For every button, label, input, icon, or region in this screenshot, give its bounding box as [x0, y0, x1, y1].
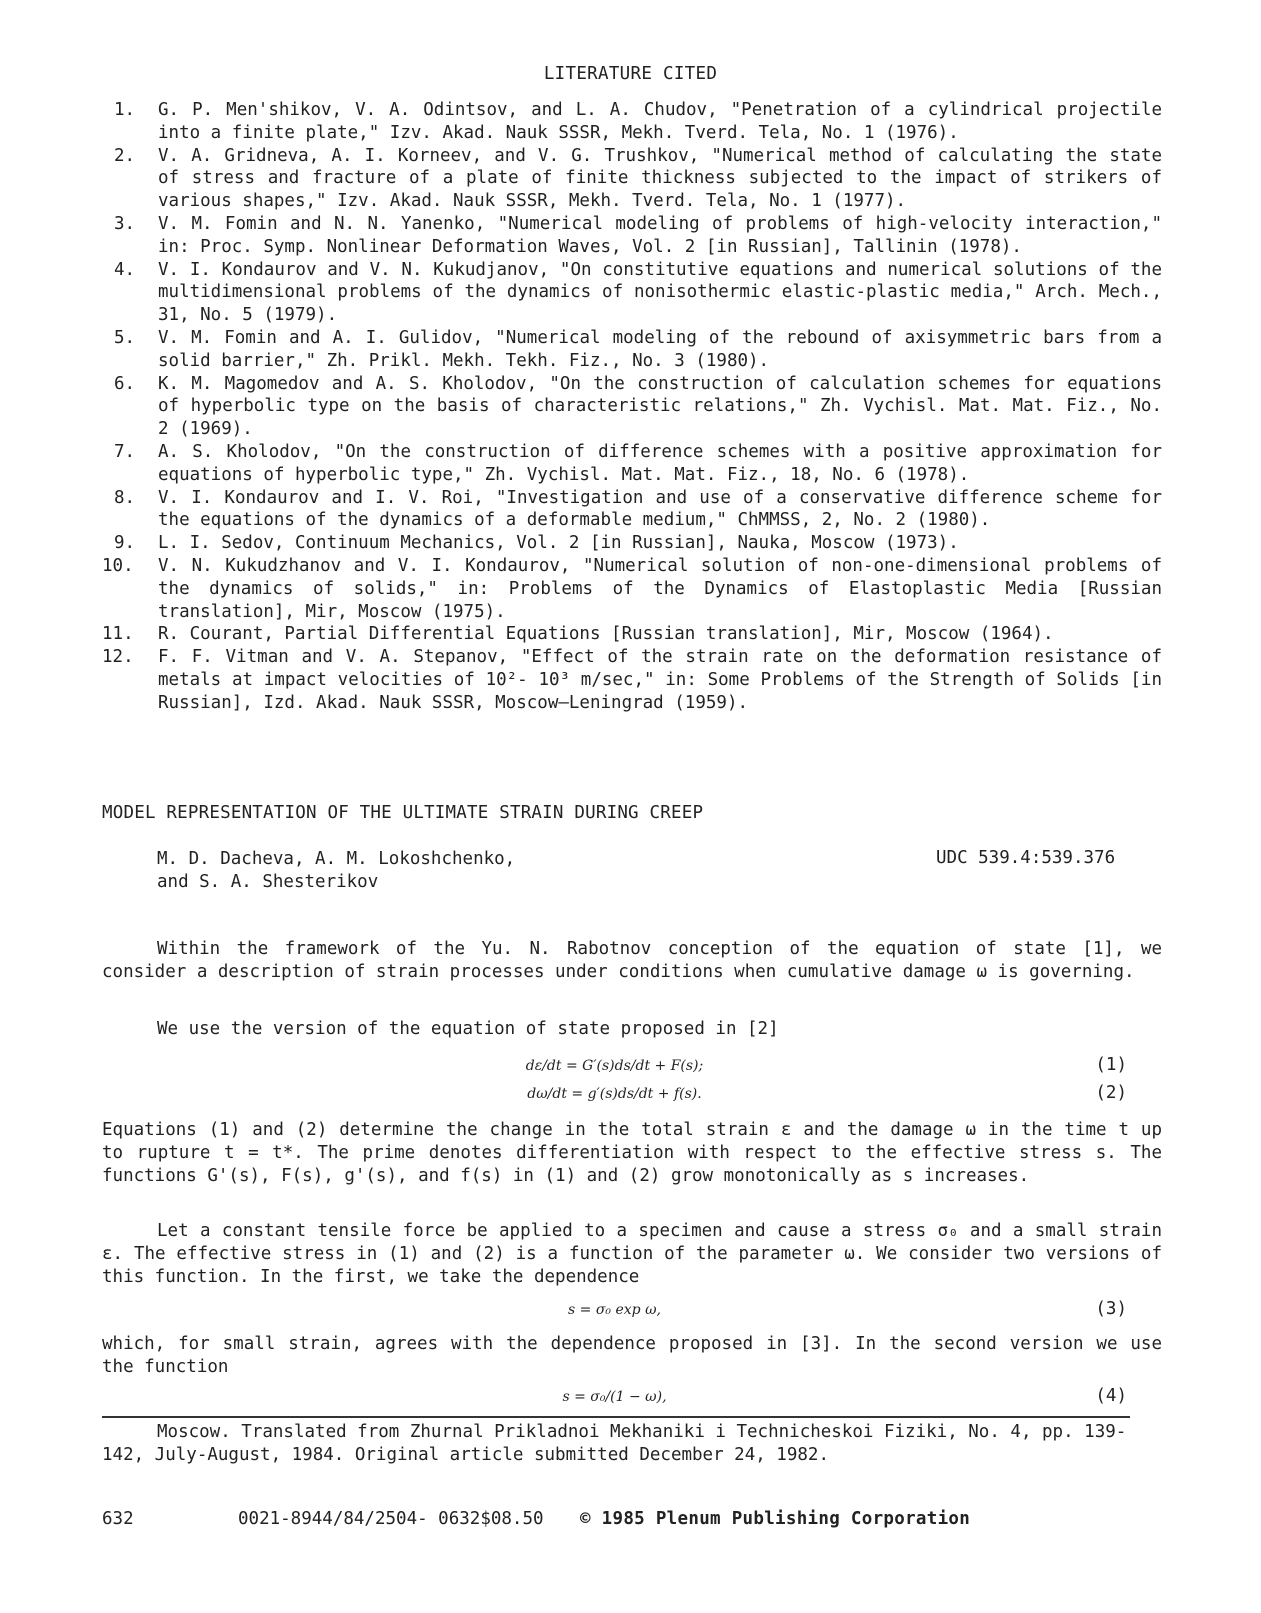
reference-item [102, 441, 1162, 487]
reference-number: 1. [114, 100, 136, 120]
paragraph: We use the version of the equation of state proposed in [2] [157, 1019, 779, 1039]
reference-text: V. M. Fomin and A. I. Gulidov, "Numerical modeling of the rebound of axisymmetric bars from a solid barrier," Zh. Prikl. Mekh. Tekh. Fiz., No. 3 (1980). [158, 327, 1162, 371]
reference-item [102, 327, 1162, 373]
page-number: 632 [102, 1509, 134, 1529]
reference-number: 5. [114, 327, 136, 348]
paragraph: Let a constant tensile force be applied to a specimen and cause a stress σ₀ and a small strain ε. The effective stress in (1) and (2) is a function of the parameter ω. We consider two versions of this function. In the first, we take the dependence [102, 1221, 1162, 1287]
reference-item [102, 373, 1162, 441]
reference-item [102, 646, 1162, 714]
reference-item [102, 623, 1162, 646]
reference-number: 9. [114, 533, 136, 554]
reference-text: L. I. Sedov, Continuum Mechanics, Vol. 2 [in Russian], Nauka, Moscow (1973). [158, 533, 959, 554]
reference-number: 7. [114, 441, 136, 462]
reference-number: 12. [102, 647, 134, 668]
reference-item [102, 259, 1162, 327]
reference-item [102, 555, 1162, 623]
paragraph: Equations (1) and (2) determine the change in the total strain ε and the damage ω in the time t up to rupture t = t*. The prime denotes differentiation with respect to the effective stress s. The functions G'(s), F(s), g'(s), and f(s) in (1) and (2) grow monotonically as s increases. [102, 1120, 1162, 1186]
reference-text: R. Courant, Partial Differential Equations [Russian translation], Mir, Moscow (1964). [158, 624, 1054, 645]
reference-number: 6. [114, 373, 136, 394]
paragraph: which, for small strain, agrees with the dependence proposed in [3]. In the second version we use the function [102, 1334, 1162, 1377]
reference-text: A. S. Kholodov, "On the construction of difference schemes with a positive approximation for equations of hyperbolic type," Zh. Vychisl. Mat. Mat. Fiz., 18, No. 6 (1978). [158, 441, 1162, 485]
equation: dω/dt = g′(s)ds/dt + f(s). [527, 1086, 702, 1102]
equation-number: (2) [1095, 1083, 1127, 1103]
copyright-notice: © 1985 Plenum Publishing Corporation [580, 1509, 971, 1529]
reference-number: 10. [102, 555, 134, 576]
reference-text: V. N. Kukudzhanov and V. I. Kondaurov, "Numerical solution of non-one-dimensional problems of the dynamics of solids," in: Problems of the Dynamics of Elastoplastic Media [Russian translation], Mir, Moscow (1975). [158, 555, 1162, 622]
reference-text: G. P. Men'shikov, V. A. Odintsov, and L. A. Chudov, "Penetration of a cylindrical projectile into a finite plate," Izv. Akad. Nauk SSSR, Mekh. Tverd. Tela, No. 1 (1976). [158, 100, 1162, 143]
footnote: Moscow. Translated from Zhurnal Prikladnoi Mekhaniki i Technicheskoi Fiziki, No. 4, pp. 139-142, July-August, 1984. Original article submitted December 24, 1982. [102, 1422, 1127, 1465]
equation: dε/dt = G′(s)ds/dt + F(s); [525, 1058, 704, 1074]
authors-line: and S. A. Shesterikov [157, 872, 379, 892]
paragraph: Within the framework of the Yu. N. Rabotnov conception of the equation of state [1], we consider a description of strain processes under conditions when cumulative damage ω is governing. [102, 939, 1162, 982]
equation-number: (4) [1095, 1386, 1127, 1406]
literature-cited-heading: LITERATURE CITED [543, 64, 718, 84]
reference-item [102, 532, 1162, 555]
equation: s = σ₀/(1 − ω), [562, 1389, 667, 1405]
authors-line: M. D. Dacheva, A. M. Lokoshchenko, [157, 849, 516, 869]
reference-number: 11. [102, 624, 134, 645]
article-title: MODEL REPRESENTATION OF THE ULTIMATE STRAIN DURING CREEP [102, 803, 704, 823]
reference-item [102, 145, 1162, 213]
reference-text: K. M. Magomedov and A. S. Kholodov, "On the construction of calculation schemes for equations of hyperbolic type on the basis of characteristic relations," Zh. Vychisl. Mat. Mat. Fiz., No. 2 (1969). [158, 373, 1162, 440]
reference-text: V. M. Fomin and N. N. Yanenko, "Numerical modeling of problems of high-velocity interaction," in: Proc. Symp. Nonlinear Deformation Waves, Vol. 2 [in Russian], Tallinin (1978). [158, 213, 1162, 257]
equation-number: (3) [1095, 1299, 1127, 1319]
article-code: 0021-8944/84/2504- 0632$08.50 [238, 1509, 544, 1529]
footnote-divider [102, 1416, 1130, 1418]
equation-number: (1) [1095, 1055, 1127, 1075]
reference-number: 8. [114, 487, 136, 508]
reference-list [102, 99, 1162, 715]
equation: s = σ₀ exp ω, [568, 1302, 661, 1318]
reference-text: V. I. Kondaurov and I. V. Roi, "Investigation and use of a conservative difference scheme for the equations of the dynamics of a deformable medium," ChMMSS, 2, No. 2 (1980). [158, 487, 1162, 531]
udc-code: UDC 539.4:539.376 [936, 848, 1116, 868]
reference-number: 2. [114, 145, 136, 166]
reference-item [102, 487, 1162, 533]
reference-item [102, 99, 1162, 145]
article-authors [157, 848, 515, 894]
reference-number: 4. [114, 259, 136, 280]
reference-number: 3. [114, 213, 136, 234]
reference-text: V. A. Gridneva, A. I. Korneev, and V. G. Trushkov, "Numerical method of calculating the state of stress and fracture of a plate of finite thickness subjected to the impact of strikers of various shapes," Izv. Akad. Nauk SSSR, Mekh. Tverd. Tela, No. 1 (1977). [158, 145, 1162, 212]
reference-item [102, 213, 1162, 259]
reference-text: F. F. Vitman and V. A. Stepanov, "Effect of the strain rate on the deformation resistance of metals at impact velocities of 10²- 10³ m/sec," in: Some Problems of the Strength of Solids [in Russian], Izd. Akad. Nauk SSSR, Moscow—Leningrad (1959). [158, 647, 1162, 713]
reference-text: V. I. Kondaurov and V. N. Kukudjanov, "On constitutive equations and numerical solutions of the multidimensional problems of the dynamics of nonisothermic elastic-plastic media," Arch. Mech., 31, No. 5 (1979). [158, 259, 1162, 326]
